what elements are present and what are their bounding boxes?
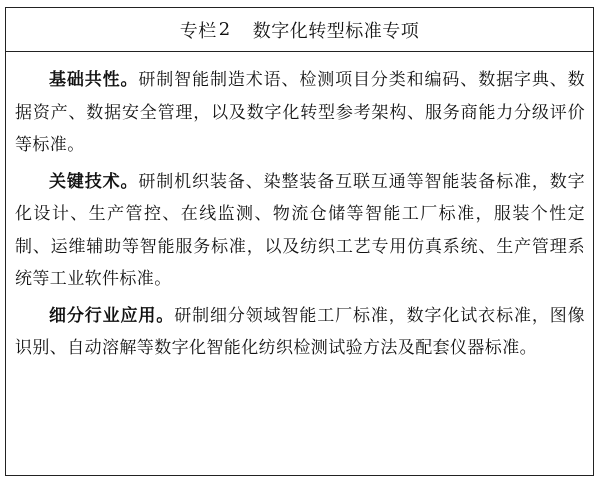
paragraph-lead: 基础共性。 [49,70,139,90]
paragraph-text: 研制细分领域智能工厂标准，数字化试衣标准，图像识别、自动溶解等数字化智能化纺织检测试验方法及配套仪器标准。 [15,305,585,358]
paragraph-industry-application [15,300,585,365]
column-body [6,52,593,365]
column-title [6,8,593,52]
paragraph-key-technology [15,166,585,296]
paragraph-lead: 关键技术。 [49,171,139,192]
column-title-number: 2 [218,19,231,40]
special-column-box [5,7,594,476]
paragraph-lead: 细分行业应用。 [49,305,175,326]
paragraph-text: 研制机织装备、染整装备互联互通等智能装备标准，数字化设计、生产管控、在线监测、物流仓储等智能工厂标准，服装个性定制、运维辅助等智能服务标准，以及纺织工艺专用仿真系统、生产管理系统等工业软件标准。 [15,171,586,289]
paragraph-text: 研制智能制造术语、检测项目分类和编码、数据字典、数据资产、数据安全管理，以及数字化转型参考架构、服务商能力分级评价等标准。 [15,70,586,155]
column-title-prefix: 专栏 [179,20,217,42]
column-title-text: 数字化转型标准专项 [252,20,420,42]
paragraph-basic-common [15,64,585,162]
